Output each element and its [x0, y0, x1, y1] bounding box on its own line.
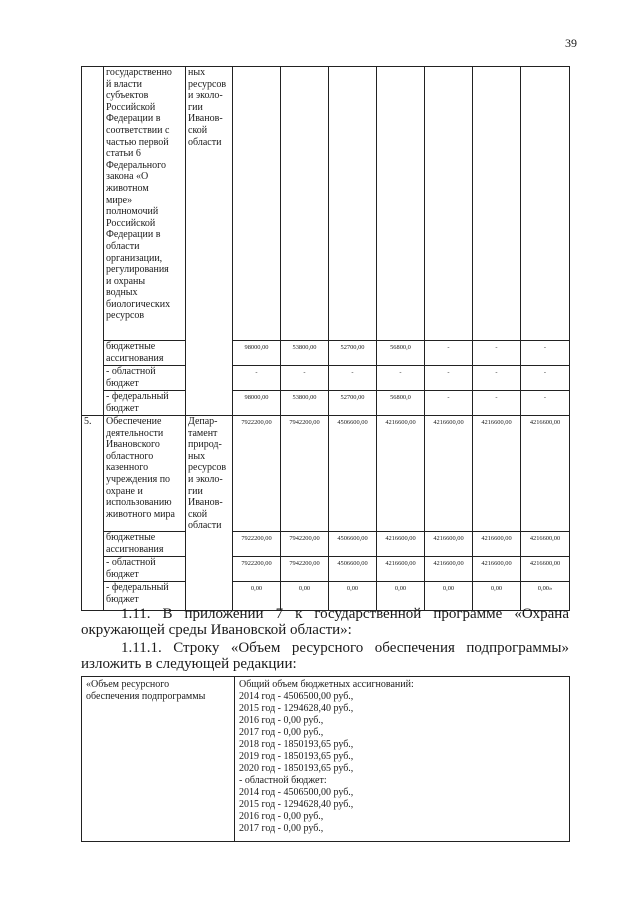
text-line: 2015 год - 1294628,40 руб.,	[239, 799, 354, 810]
text-line: регулирования	[106, 264, 169, 276]
text-line: охране и	[106, 485, 143, 497]
value-cell: 0,00»	[521, 582, 570, 611]
text-line: и охраны	[106, 275, 146, 287]
text-line: ных	[188, 450, 206, 462]
value-cell: 7942200,00	[281, 416, 329, 532]
text-line: ской	[188, 508, 208, 520]
text-line: Федерального	[106, 159, 167, 171]
text-line: ассигнования	[106, 544, 164, 556]
text-line: организации,	[106, 252, 163, 264]
text-line: области	[188, 520, 222, 532]
text-line: ской	[188, 124, 208, 136]
value-cell: 7922200,00	[233, 557, 281, 582]
table-row	[82, 532, 570, 557]
value-cell: 4216600,00	[521, 416, 570, 532]
text-line: казенного	[106, 462, 149, 474]
text-line: биологических	[106, 298, 171, 310]
text-line: соответствии с	[106, 124, 170, 136]
text-line: гии	[188, 485, 203, 497]
value-cell: 4216600,00	[521, 557, 570, 582]
measure-name-cell	[104, 416, 186, 532]
value-cell: 4216600,00	[377, 557, 425, 582]
text-line: области	[106, 240, 140, 252]
page-number: 39	[565, 36, 577, 50]
value-cell: -	[425, 366, 473, 391]
value-cell: 4216600,00	[425, 532, 473, 557]
text-line: мире»	[106, 194, 133, 206]
table-row	[82, 557, 570, 582]
value-cell: 4216600,00	[473, 557, 521, 582]
text-line: Общий объем бюджетных ассигнований:	[239, 679, 414, 690]
value-cell: 0,00	[377, 582, 425, 611]
passport-label-cell	[82, 677, 235, 842]
value-cell: 0,00	[473, 582, 521, 611]
text-line: закона «О	[106, 171, 149, 183]
text-line: 2017 год - 0,00 руб.,	[239, 727, 324, 738]
row-number-cell	[82, 67, 104, 341]
text-line: 2017 год - 0,00 руб.,	[239, 823, 324, 834]
value-cell: 4216600,00	[473, 532, 521, 557]
text-line: Иванов-	[188, 497, 223, 509]
table-row	[82, 416, 570, 532]
text-line: Российской	[106, 217, 156, 229]
text-line: частью первой	[106, 136, 169, 148]
text-line: использованию	[106, 497, 172, 509]
value-cell: 7922200,00	[233, 416, 281, 532]
text-line: бюджет	[106, 402, 139, 414]
text-line: - областной	[106, 366, 156, 377]
value-cell: 4506600,00	[329, 532, 377, 557]
text-line: ассигнования	[106, 352, 164, 364]
text-line: Российской	[106, 101, 156, 113]
executor-cell	[186, 67, 233, 341]
value-cell: -	[473, 341, 521, 366]
text-line: полномочий	[106, 206, 159, 218]
value-cell: 53800,00	[281, 341, 329, 366]
row-number-cell: 5.	[82, 416, 104, 532]
text-line: бюджетные	[106, 341, 156, 352]
text-line: 2015 год - 1294628,40 руб.,	[239, 703, 354, 714]
text-line: субъектов	[106, 90, 149, 102]
text-line: тамент	[188, 427, 218, 439]
text-line: бюджет	[106, 377, 139, 389]
value-cell: 4216600,00	[377, 532, 425, 557]
value-cell: 4216600,00	[521, 532, 570, 557]
text-line: областного	[106, 450, 154, 462]
value-cell: 7942200,00	[281, 532, 329, 557]
text-line: бюджет	[106, 594, 139, 606]
value-cell: 0,00	[233, 582, 281, 611]
table-row	[82, 366, 570, 391]
text-line: 2014 год - 4506500,00 руб.,	[239, 691, 354, 702]
text-line: Ивановского	[106, 439, 160, 451]
text-line: 2018 год - 1850193,65 руб.,	[239, 739, 354, 750]
text-line: - областной бюджет:	[239, 775, 327, 786]
passport-value-cell	[235, 677, 570, 842]
table-row	[82, 67, 570, 341]
text-line: 2016 год - 0,00 руб.,	[239, 715, 324, 726]
value-cell: -	[473, 391, 521, 416]
table-row	[82, 391, 570, 416]
text-line: ных	[188, 67, 206, 78]
value-cell: -	[473, 366, 521, 391]
paragraph-1-line-2: окружающей среды Ивановской области»:	[81, 622, 352, 638]
value-cell: -	[425, 341, 473, 366]
value-cell: -	[329, 366, 377, 391]
text-line: области	[188, 136, 222, 148]
text-line: й власти	[106, 78, 143, 90]
budget-label-cell	[104, 391, 186, 416]
executor-cell	[186, 416, 233, 532]
text-line: и эколо-	[188, 90, 223, 102]
text-line: статьи 6	[106, 148, 141, 160]
value-cell: -	[521, 341, 570, 366]
text-line: Федерации в	[106, 113, 161, 125]
value-cell: -	[281, 366, 329, 391]
value-cell: -	[377, 366, 425, 391]
funding-table	[81, 66, 570, 611]
text-line: Обеспечение	[106, 416, 162, 427]
text-line: «Объем ресурсного	[86, 679, 170, 690]
text-line: ресурсов	[188, 462, 227, 474]
budget-label-cell	[104, 532, 186, 557]
text-line: животном	[106, 182, 149, 194]
value-cell: 4216600,00	[425, 416, 473, 532]
text-line: ресурсов	[106, 310, 145, 322]
text-line: Федерации в	[106, 229, 161, 241]
text-line: деятельности	[106, 427, 164, 439]
text-line: природ-	[188, 439, 222, 451]
value-cell: -	[521, 366, 570, 391]
text-line: гии	[188, 101, 203, 113]
value-cell: 98000,00	[233, 341, 281, 366]
text-line: водных	[106, 287, 138, 299]
budget-label-cell	[104, 341, 186, 366]
value-cell: 7942200,00	[281, 557, 329, 582]
text-line: государственно	[106, 67, 172, 78]
budget-label-cell	[104, 366, 186, 391]
text-line: учреждения по	[106, 473, 171, 485]
value-cell: 4506600,00	[329, 557, 377, 582]
paragraph-2-line-1: 1.11.1. Строку «Объем ресурсного обеспечения подпрограммы»	[121, 640, 569, 656]
paragraph-2-line-2: изложить в следующей редакции:	[81, 656, 297, 672]
text-line: 2019 год - 1850193,65 руб.,	[239, 751, 354, 762]
text-line: бюджет	[106, 569, 139, 581]
value-cell: 0,00	[329, 582, 377, 611]
measure-name-cell	[104, 67, 186, 341]
passport-table	[81, 676, 570, 842]
budget-label-cell	[104, 557, 186, 582]
text-line: 2020 год - 1850193,65 руб.,	[239, 763, 354, 774]
value-cell: 53800,00	[281, 391, 329, 416]
value-cell: 56800,0	[377, 341, 425, 366]
text-line: ресурсов	[188, 78, 227, 90]
text-line: животного мира	[106, 508, 175, 520]
value-cell: -	[521, 391, 570, 416]
value-cell: 52700,00	[329, 341, 377, 366]
text-line: и эколо-	[188, 473, 223, 485]
paragraph-1-line-1: 1.11. В приложении 7 к государственной программе «Охрана	[121, 606, 569, 622]
text-line: - федеральный	[106, 582, 169, 594]
table-row	[82, 677, 570, 842]
value-cell: 4216600,00	[425, 557, 473, 582]
value-cell: -	[425, 391, 473, 416]
value-cell: 98000,00	[233, 391, 281, 416]
text-line: 2014 год - 4506500,00 руб.,	[239, 787, 354, 798]
text-line: обеспечения подпрограммы	[86, 691, 206, 702]
text-line: 2016 год - 0,00 руб.,	[239, 811, 324, 822]
value-cell: 4216600,00	[377, 416, 425, 532]
value-cell: 0,00	[281, 582, 329, 611]
value-cell: 4216600,00	[473, 416, 521, 532]
value-cell: -	[233, 366, 281, 391]
text-line: - федеральный	[106, 391, 169, 402]
value-cell: 7922200,00	[233, 532, 281, 557]
table-row	[82, 341, 570, 366]
text-line: Иванов-	[188, 113, 223, 125]
value-cell: 0,00	[425, 582, 473, 611]
value-cell: 56800,0	[377, 391, 425, 416]
value-cell: 52700,00	[329, 391, 377, 416]
text-line: Депар-	[188, 416, 218, 427]
text-line: - областной	[106, 557, 156, 569]
text-line: бюджетные	[106, 532, 156, 544]
value-cell: 4506600,00	[329, 416, 377, 532]
